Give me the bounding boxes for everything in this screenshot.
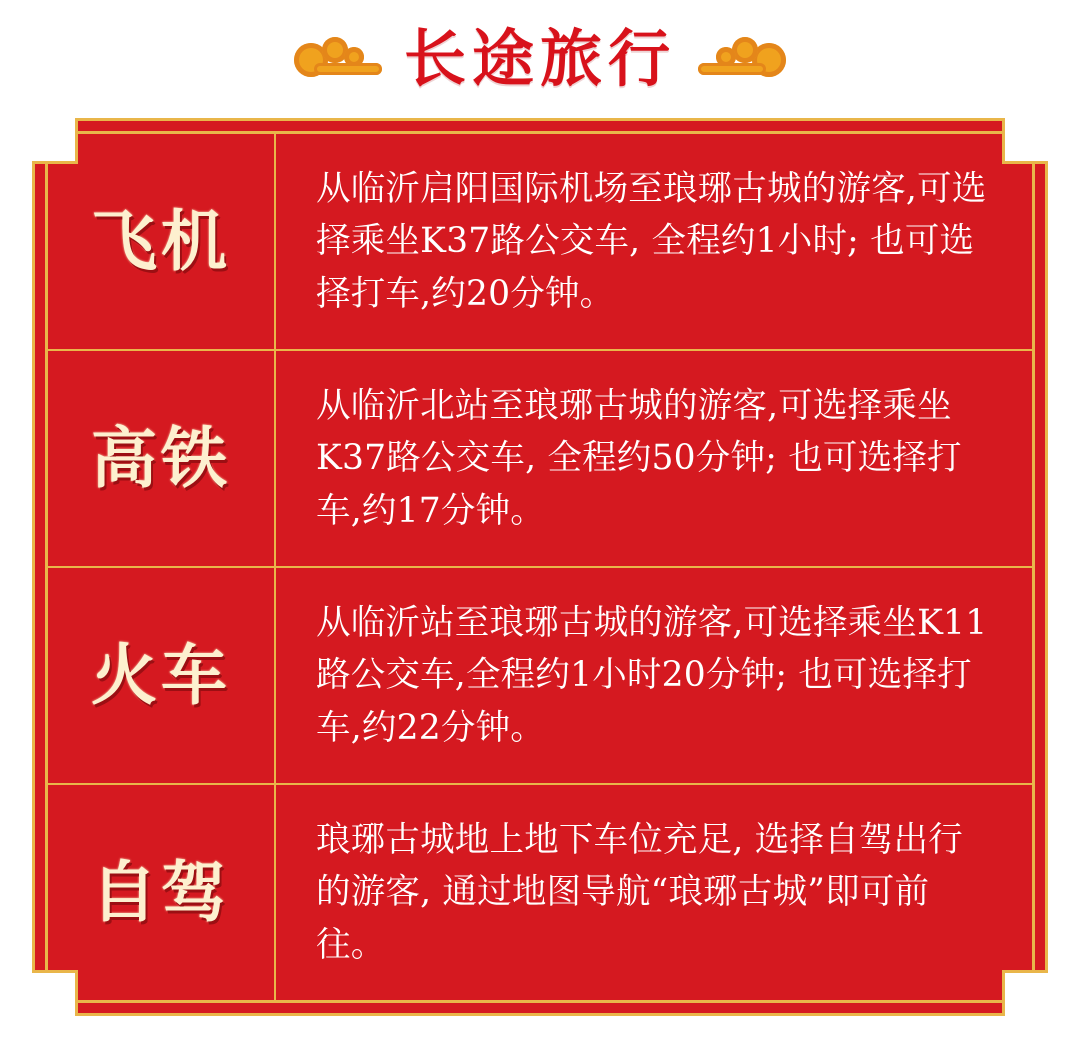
table-row	[48, 134, 1032, 349]
transport-mode-cell	[48, 785, 276, 1000]
transport-mode-cell	[48, 351, 276, 566]
table-row	[48, 783, 1032, 1000]
transport-description-text: 从临沂北站至琅琊古城的游客,可选择乘坐K37路公交车, 全程约50分钟; 也可选择打车,约17分钟。	[316, 385, 962, 531]
transport-description-cell	[276, 568, 1032, 783]
transport-description-text: 从临沂启阳国际机场至琅琊古城的游客,可选择乘坐K37路公交车, 全程约1小时; 也可选择打车,约20分钟。	[316, 168, 987, 314]
transport-mode-cell	[48, 568, 276, 783]
transport-description-cell	[276, 785, 1032, 1000]
table-row	[48, 349, 1032, 566]
transport-description-cell	[276, 134, 1032, 349]
transport-description-text: 从临沂站至琅琊古城的游客,可选择乘坐K11路公交车,全程约1小时20分钟; 也可选择打车,约22分钟。	[316, 602, 988, 748]
transport-description-cell	[276, 351, 1032, 566]
transport-mode-cell	[48, 134, 276, 349]
page-title: 长途旅行	[403, 22, 676, 95]
transport-mode-label: 火车	[91, 635, 231, 714]
cloud-ornament-left-icon	[292, 33, 384, 85]
transport-mode-label: 高铁	[91, 418, 231, 497]
transport-mode-label: 飞机	[91, 201, 231, 280]
poster-header	[0, 0, 1080, 118]
table-row	[48, 566, 1032, 783]
travel-info-table	[48, 134, 1032, 1000]
transport-mode-label: 自驾	[91, 852, 231, 931]
transport-description-text: 琅琊古城地上地下车位充足, 选择自驾出行的游客, 通过地图导航“琅琊古城”即可前往。	[316, 819, 963, 965]
cloud-ornament-right-icon	[696, 33, 788, 85]
travel-info-card	[32, 118, 1048, 1016]
